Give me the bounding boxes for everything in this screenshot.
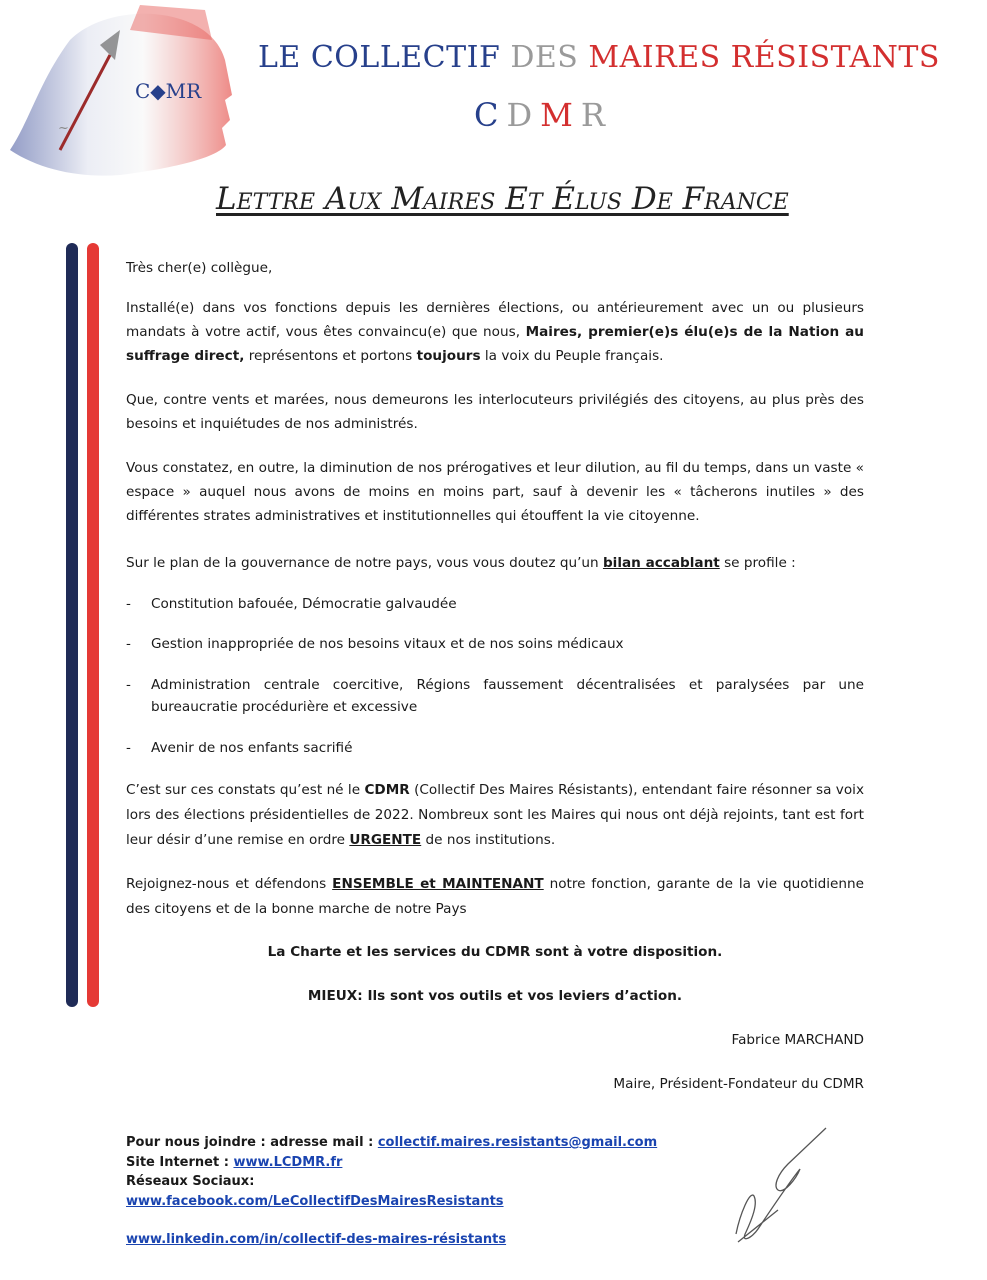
list-item: - Avenir de nos enfants sacrifié — [126, 740, 353, 756]
paragraph-1: Installé(e) dans vos fonctions depuis les dernières élections, ou antérieurement avec un ou plusieurs mandats à votre actif, vous êtes convaincu(e) que nous, Maires, premier(e)s élu(e)s de la Nation au suffrage direct, représentons et portons toujours la voix du Peuple français. — [126, 300, 864, 364]
salutation: Très cher(e) collègue, — [126, 260, 273, 276]
charter-line: La Charte et les services du CDMR sont à votre disposition. — [267, 944, 723, 960]
flag-bar-red — [87, 243, 99, 1007]
signatory-title: Maire, Président-Fondateur du CDMR — [613, 1076, 864, 1092]
paragraph-2: Que, contre vents et marées, nous demeurons les interlocuteurs privilégiés des citoyens, au plus près des besoins et inquiétudes de nos administrés. — [126, 392, 864, 432]
header-abbreviation: CDMR — [474, 96, 613, 134]
paragraph-6: Rejoignez-nous et défendons ENSEMBLE et MAINTENANT notre fonction, garante de la vie quotidienne des citoyens et de la bonne marche de notre Pays — [126, 876, 865, 917]
svg-text:~: ~ — [58, 121, 69, 136]
paragraph-4: Sur le plan de la gouvernance de notre pays, vous vous doutez qu’un bilan accablant se profile : — [126, 555, 796, 571]
list-item: - Constitution bafouée, Démocratie galvaudée — [126, 596, 457, 612]
cdmr-logo — [0, 0, 250, 190]
mieux-line: MIEUX: Ils sont vos outils et vos leviers d’action. — [307, 988, 683, 1004]
mail-link[interactable]: collectif.maires.resistants@gmail.com — [377, 1135, 658, 1150]
mail-label: Pour nous joindre : adresse mail : — [126, 1135, 378, 1150]
letter-title: Lettre Aux Maires Et Élus De France — [216, 181, 789, 217]
paragraph-3: Vous constatez, en outre, la diminution de nos prérogatives et leur dilution, au fil du temps, dans un vaste « espace » auquel nous avons de moins en moins part, sauf à devenir les « tâcherons inutiles » des différentes strates administratives et institutionnelles qui étouffent la vie citoyenne. — [126, 460, 864, 524]
social-label: Réseaux Sociaux: — [126, 1174, 255, 1189]
signatory-name: Fabrice MARCHAND — [731, 1032, 864, 1048]
site-label: Site Internet : — [126, 1154, 234, 1170]
list-item: - Gestion inappropriée de nos besoins vitaux et de nos soins médicaux — [126, 636, 624, 652]
signature — [718, 1124, 838, 1249]
list-item: - Administration centrale coercitive, Régions faussement décentralisées et paralysées par une bureaucratie procédurière et excessive — [126, 677, 864, 715]
svg-text:C◆MR: C◆MR — [135, 79, 202, 103]
linkedin-link[interactable]: www.linkedin.com/in/collectif-des-maires-résistants — [126, 1232, 507, 1247]
facebook-link[interactable]: www.facebook.com/LeCollectifDesMairesResistants — [126, 1193, 504, 1209]
flag-bar-blue — [66, 243, 78, 1007]
site-link[interactable]: www.LCDMR.fr — [233, 1154, 343, 1170]
paragraph-5: C’est sur ces constats qu’est né le CDMR (Collectif Des Maires Résistants), entendant faire résonner sa voix lors des élections présidentielles de 2022. Nombreux sont les Maires qui nous ont déjà rejoints, tant est fort leur désir d’une remise en ordre URGENTE de nos institutions. — [126, 782, 864, 848]
contact-block — [126, 1133, 657, 1250]
header-title: LE COLLECTIF DES MAIRES RÉSISTANTS — [258, 40, 940, 75]
